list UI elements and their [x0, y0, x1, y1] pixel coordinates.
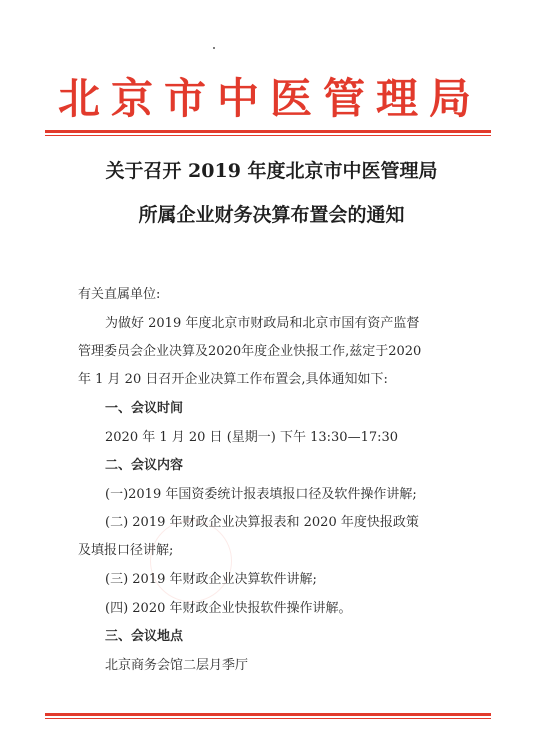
faint-seal-mark — [150, 520, 232, 602]
document-title-line-1: 关于召开 2019 年度北京市中医管理局 — [105, 160, 438, 182]
header-rule-thin — [45, 135, 491, 136]
issuing-authority-header: 北京市中医管理局 — [58, 74, 483, 123]
paragraph-1-line-1: 为做好 2019 年度北京市财政局和北京市国有资产监督 — [105, 316, 420, 331]
paragraph-1-line-2: 管理委员会企业决算及2020年度企业快报工作,兹定于2020 — [78, 344, 422, 359]
agenda-item-1: (一)2019 年国资委统计报表填报口径及软件操作讲解; — [105, 487, 417, 502]
paragraph-1-line-3: 年 1 月 20 日召开企业决算工作布置会,具体通知如下: — [78, 372, 388, 387]
document-title-line-2: 所属企业财务决算布置会的通知 — [138, 204, 405, 226]
scan-speck — [213, 47, 215, 49]
agenda-item-2-line-1: (二) 2019 年财政企业决算报表和 2020 年度快报政策 — [105, 515, 419, 530]
meeting-location: 北京商务会馆二层月季厅 — [105, 658, 249, 673]
section-3-heading: 三、会议地点 — [105, 629, 184, 644]
meeting-time: 2020 年 1 月 20 日 (星期一) 下午 13:30—17:30 — [105, 430, 399, 445]
section-1-heading: 一、会议时间 — [105, 401, 184, 416]
footer-rule-thin — [45, 718, 491, 719]
agenda-item-2-line-2: 及填报口径讲解; — [78, 543, 174, 558]
salutation: 有关直属单位: — [78, 287, 161, 302]
section-2-heading: 二、会议内容 — [105, 458, 184, 473]
footer-rule-thick — [45, 713, 491, 716]
header-rule-thick — [45, 130, 491, 133]
agenda-item-4: (四) 2020 年财政企业快报软件操作讲解。 — [105, 601, 352, 616]
agenda-item-3: (三) 2019 年财政企业决算软件讲解; — [105, 572, 317, 587]
